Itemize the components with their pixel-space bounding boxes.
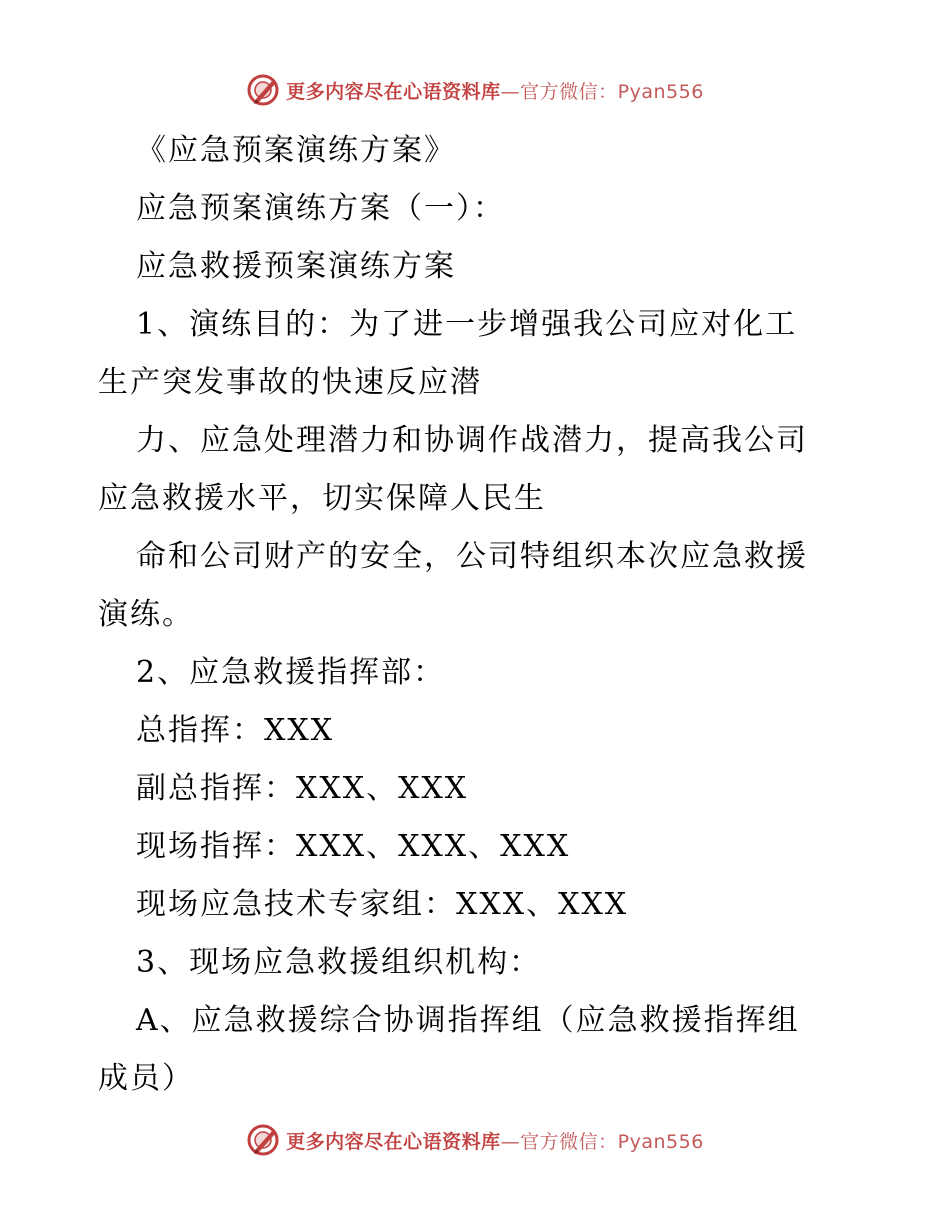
header-banner-tail: —官方微信：Pyan556 (500, 80, 704, 103)
doc-line: 生产突发事故的快速反应潜 (98, 365, 482, 400)
footer-banner-tail: —官方微信：Pyan556 (500, 1130, 704, 1153)
doc-line: 应急预案演练方案（一）： (136, 191, 505, 226)
doc-line: 演练。 (98, 597, 194, 632)
doc-line: 应急救援预案演练方案 (136, 249, 456, 284)
doc-line: 现场指挥：XXX、XXX、XXX (136, 829, 571, 864)
footer-banner (0, 1120, 950, 1160)
header-banner-inner (246, 73, 704, 107)
doc-line: 1、演练目的：为了进一步增强我公司应对化工 (136, 307, 798, 342)
pen-logo-icon (246, 1123, 280, 1157)
doc-line: 2、应急救援指挥部： (136, 655, 446, 690)
doc-line: 成员） (98, 1061, 194, 1096)
doc-line: 力、应急处理潜力和协调作战潜力，提高我公司 (136, 423, 808, 458)
doc-line: A、应急救援综合协调指挥组（应急救援指挥组 (136, 1003, 800, 1038)
doc-line: 现场应急技术专家组：XXX、XXX (136, 887, 629, 922)
doc-line: 3、现场应急救援组织机构： (136, 945, 542, 980)
pen-logo-icon (246, 73, 280, 107)
footer-banner-inner (246, 1123, 704, 1157)
doc-line: 应急救援水平，切实保障人民生 (98, 481, 546, 516)
header-banner-main: 更多内容尽在心语资料库 (286, 80, 501, 103)
footer-banner-text (286, 1127, 704, 1154)
document-body (98, 122, 858, 1108)
footer-banner-main: 更多内容尽在心语资料库 (286, 1130, 501, 1153)
doc-line: 总指挥：XXX (136, 713, 335, 748)
doc-title: 《应急预案演练方案》 (136, 133, 456, 168)
header-banner-text (286, 77, 704, 104)
doc-line: 命和公司财产的安全，公司特组织本次应急救援 (136, 539, 808, 574)
header-banner (0, 70, 950, 110)
doc-line: 副总指挥：XXX、XXX (136, 771, 469, 806)
